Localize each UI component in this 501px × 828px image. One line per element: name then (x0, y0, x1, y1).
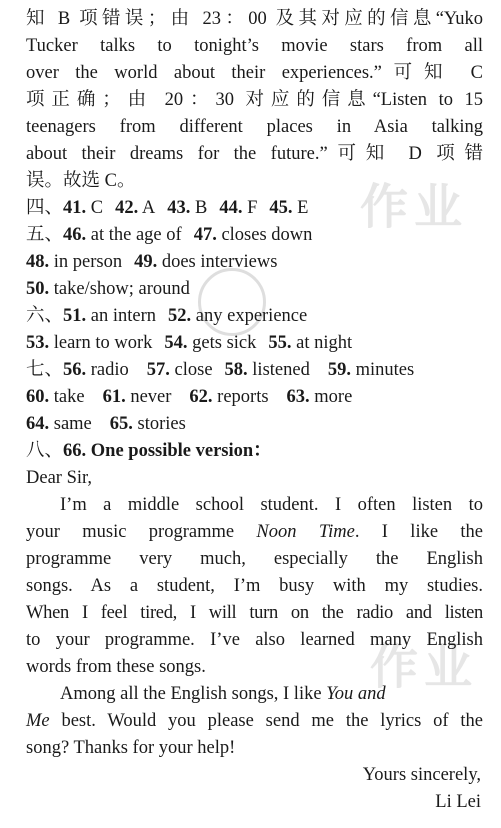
essay-p2-line-2 (26, 708, 483, 734)
question-number: 44. (219, 198, 243, 218)
question-number: 62. (189, 387, 213, 407)
question-number: 64. (26, 414, 50, 434)
essay-p1-line-1: I’m a middle school student. I often listen to (60, 495, 483, 515)
question-number: 55. (268, 333, 292, 353)
essay-text: best. Would you please send me the lyrics of the (49, 711, 483, 731)
watermark-top: 作业 (360, 179, 469, 235)
answer-text: stories (137, 414, 186, 434)
essay-heading (26, 438, 483, 464)
question-number: 54. (164, 333, 188, 353)
question-number: 53. (26, 333, 50, 353)
answer-text: take (53, 387, 85, 407)
question-number: 63. (286, 387, 310, 407)
answer-text: E (297, 198, 309, 218)
question-number: 51. (63, 306, 87, 326)
passage-line-1: 知 B 项错误；由 23：00 及其对应的信息“Yuko (26, 9, 483, 29)
essay-signature: Li Lei (435, 792, 481, 812)
answer-text: does interviews (161, 252, 278, 272)
essay-text: Among all the English songs, I like (60, 684, 327, 704)
answer-text: minutes (355, 360, 415, 380)
question-number: 61. (102, 387, 126, 407)
answer-text: learn to work (53, 333, 153, 353)
answers-row-56-59 (26, 357, 483, 383)
section-number: 四、 (26, 198, 64, 218)
essay-p1-line-2 (26, 519, 483, 545)
answer-text: reports (217, 387, 269, 407)
passage-line-6: about their dreams for the future.”可知 D 项错 (26, 144, 483, 164)
section-number: 七、 (26, 360, 64, 380)
question-number: 41. (63, 198, 87, 218)
question-number: 58. (224, 360, 248, 380)
answer-text: C (90, 198, 104, 218)
essay-p1-line-7: words from these songs. (26, 657, 206, 677)
question-number: 59. (327, 360, 351, 380)
answers-row-41-45 (26, 195, 483, 221)
answer-text: gets sick (192, 333, 257, 353)
answers-row-51-52 (26, 303, 483, 329)
question-number: 60. (26, 387, 50, 407)
question-number: 57. (146, 360, 170, 380)
answers-row-60-63 (26, 384, 483, 410)
section-number: 五、 (26, 225, 64, 245)
answer-text: at night (296, 333, 353, 353)
question-number: 56. (63, 360, 87, 380)
answer-text: at the age of (90, 225, 182, 245)
section-number: 八、 (26, 441, 64, 461)
question-number: 48. (26, 252, 50, 272)
watermark-bottom: 作业 (370, 639, 479, 695)
answers-row-48-49 (26, 249, 483, 275)
answer-text: listened (252, 360, 310, 380)
answer-text: more (314, 387, 353, 407)
essay-p1-line-3: programme very much, especially the English (26, 549, 483, 569)
essay-text: your music programme (26, 522, 257, 542)
question-number: 52. (168, 306, 192, 326)
answers-row-53-55 (26, 330, 483, 356)
question-number: 47. (193, 225, 217, 245)
question-number: 49. (134, 252, 158, 272)
passage-line-3: over the world about their experiences.”可知 C (26, 63, 483, 83)
essay-p1-line-5: When I feel tired, I will turn on the radio and listen (26, 603, 483, 623)
essay-p2-line-1 (60, 681, 483, 707)
essay-closing: Yours sincerely, (362, 765, 481, 785)
answer-text: any experience (195, 306, 308, 326)
answers-row-64-65 (26, 411, 483, 437)
passage-line-4: 项正确；由 20：30 对应的信息“Listen to 15 (26, 90, 483, 110)
essay-p2-line-3: song? Thanks for your help! (26, 738, 236, 758)
question-number: 50. (26, 279, 50, 299)
answer-text: F (247, 198, 258, 218)
essay-p1-line-6: to your programme. I’ve also learned many English (26, 630, 483, 650)
question-number: 46. (63, 225, 87, 245)
question-number: 43. (167, 198, 191, 218)
essay-heading-text: 66. One possible version： (63, 441, 272, 461)
section-number: 六、 (26, 306, 64, 326)
answer-text: B (194, 198, 208, 218)
programme-title: Noon Time (256, 522, 355, 542)
answer-text: never (130, 387, 172, 407)
answer-text: A (141, 198, 156, 218)
answer-text: in person (53, 252, 123, 272)
passage-line-7: 误。故选 C。 (26, 171, 136, 191)
answer-text: radio (90, 360, 129, 380)
answers-row-46-47 (26, 222, 483, 248)
answer-text: an intern (90, 306, 157, 326)
answer-text: same (53, 414, 92, 434)
answer-text: close (174, 360, 213, 380)
song-title: Me (26, 711, 50, 731)
question-number: 65. (109, 414, 133, 434)
answers-row-50 (26, 276, 483, 302)
essay-greeting: Dear Sir, (26, 468, 93, 488)
question-number: 42. (115, 198, 139, 218)
song-title: You and (326, 684, 386, 704)
passage-line-2: Tucker talks to tonight’s movie stars from all (26, 36, 483, 56)
passage-line-5: teenagers from different places in Asia talking (26, 117, 483, 137)
essay-p1-line-4: songs. As a student, I’m busy with my studies. (26, 576, 483, 596)
answer-text: take/show; around (53, 279, 190, 299)
essay-text: . I like the (354, 522, 483, 542)
question-number: 45. (269, 198, 293, 218)
answer-text: closes down (221, 225, 313, 245)
